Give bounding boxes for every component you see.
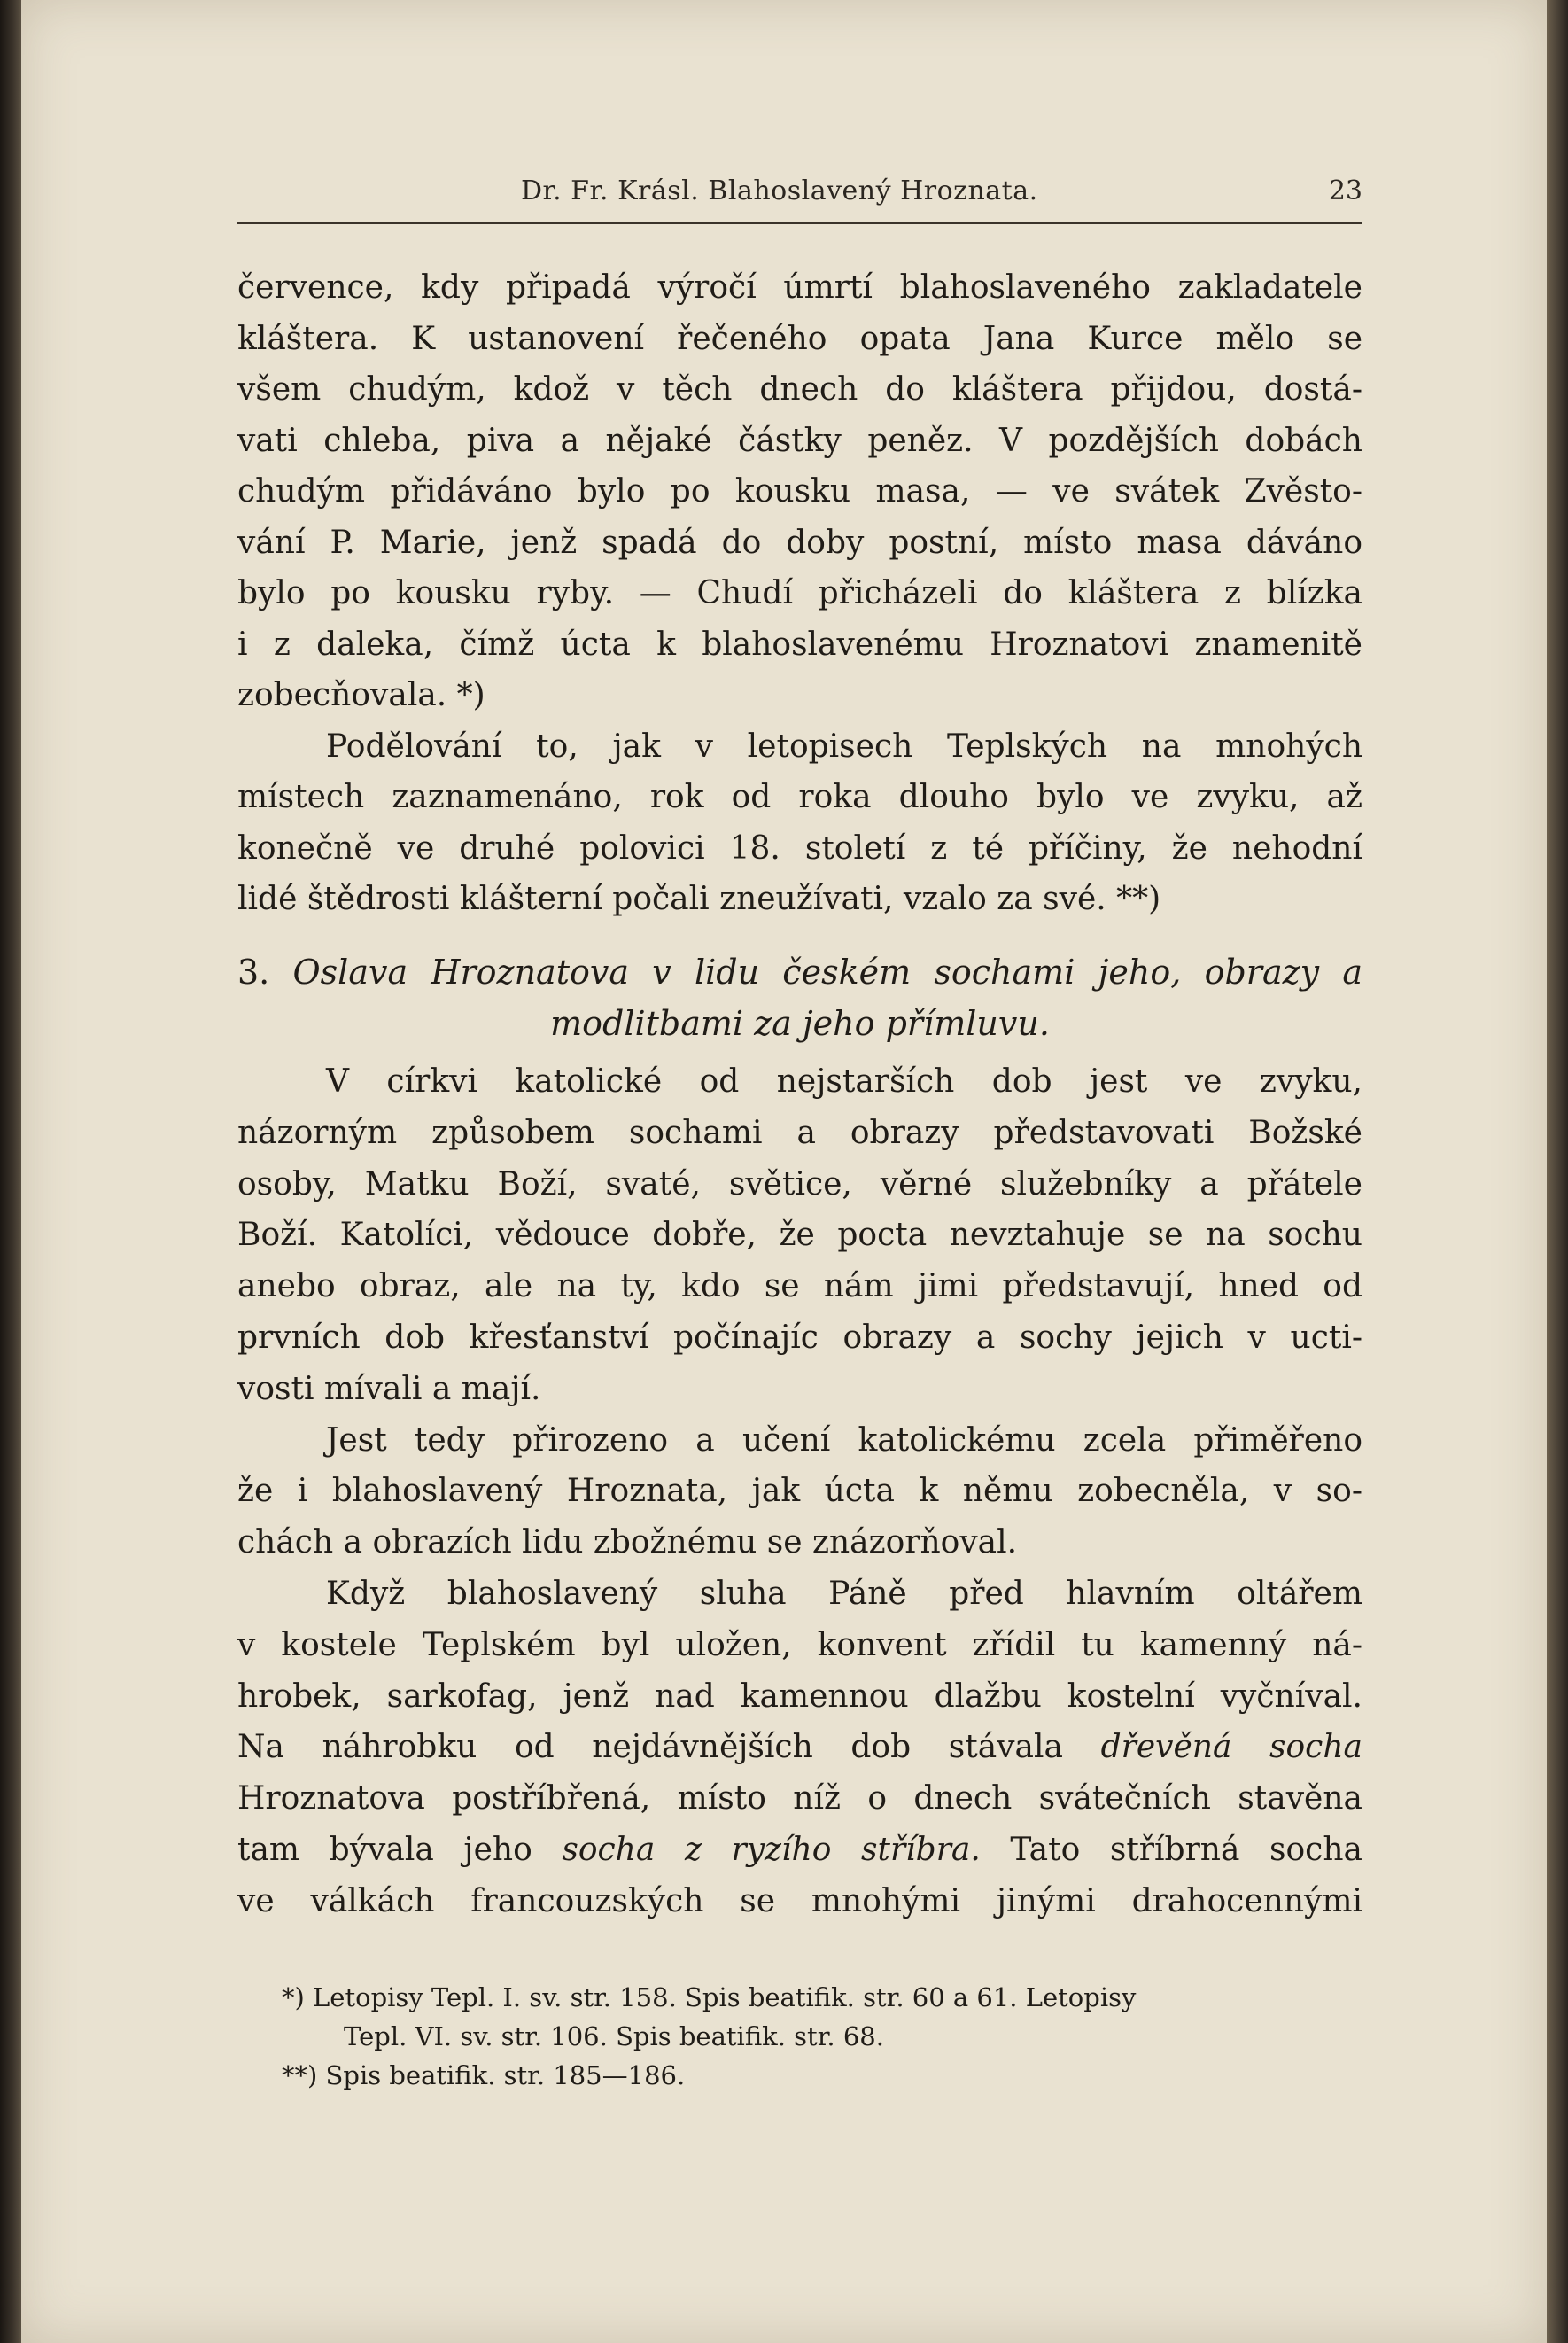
text-line: názorným způsobem sochami a obrazy představovati Božské xyxy=(237,1114,1362,1151)
text-fragment: tam bývala jeho xyxy=(237,1831,563,1868)
text-line: Boží. Katolíci, vědouce dobře, že pocta nevztahuje se na sochu xyxy=(237,1217,1362,1254)
text-line: Podělování to, jak v letopisech Teplských na mnohých xyxy=(326,728,1362,765)
section-heading-line2: modlitbami za jeho přímluvu. xyxy=(550,1004,1050,1043)
text-line xyxy=(237,1722,1362,1773)
text-line: v kostele Teplském byl uložen, konvent zřídil tu kamenný ná- xyxy=(237,1626,1362,1663)
running-head: Dr. Fr. Krásl. Blahoslavený Hroznata. xyxy=(521,175,1038,206)
text-line: chudým přidáváno bylo po kousku masa, — ve svátek Zvěsto- xyxy=(237,473,1362,510)
footnote-2: **) Spis beatifik. str. 185—186. xyxy=(282,2060,686,2090)
text-line: vání P. Marie, jenž spadá do doby postní, místo masa dáváno xyxy=(237,524,1362,561)
italic-fragment: socha z ryzího stříbra. xyxy=(562,1831,981,1868)
text-line: lidé štědrosti klášterní počali zneužívati, vzalo za své. **) xyxy=(237,881,1161,917)
section-heading xyxy=(237,946,1362,1049)
text-line: ve válkách francouzských se mnohými jinými drahocennými xyxy=(237,1882,1362,1919)
text-line: vati chleba, piva a nějaké částky peněz. V pozdějších dobách xyxy=(237,422,1362,459)
page-number: 23 xyxy=(1328,175,1362,206)
text-line xyxy=(237,1825,1362,1876)
header-rule xyxy=(237,222,1362,224)
text-line: všem chudým, kdož v těch dnech do kláštera přijdou, dostá- xyxy=(237,371,1362,408)
text-line: konečně ve druhé polovici 18. století z té příčiny, že nehodní xyxy=(237,829,1362,867)
page-edge xyxy=(1547,0,1568,2343)
book-spine xyxy=(0,0,21,2343)
text-line: Hroznatova postříbřená, místo níž o dnech svátečních stavěna xyxy=(237,1780,1362,1818)
section-heading-line1 xyxy=(237,946,1362,998)
text-line: prvních dob křesťanství počínajíc obrazy a sochy jejich v ucti- xyxy=(237,1319,1362,1356)
text-line: že i blahoslavený Hroznata, jak úcta k němu zobecněla, v so- xyxy=(237,1473,1362,1510)
text-line: i z daleka, čímž úcta k blahoslavenému Hroznatovi znamenitě xyxy=(237,626,1362,663)
footnote-1: *) Letopisy Tepl. I. sv. str. 158. Spis beatifik. str. 60 a 61. Letopisy xyxy=(282,1982,1137,2012)
text-line: kláštera. K ustanovení řečeného opata Jana Kurce mělo se xyxy=(237,320,1362,357)
text-line: vosti mívali a mají. xyxy=(237,1370,541,1407)
text-line: místech zaznamenáno, rok od roka dlouho bylo ve zvyku, až xyxy=(237,779,1362,815)
text-line: zobecňovala. *) xyxy=(237,677,485,713)
section-title-part1: Oslava Hroznatova v lidu českém sochami jeho, obrazy a xyxy=(292,953,1362,992)
text-line: anebo obraz, ale na ty, kdo se nám jimi představují, hned od xyxy=(237,1268,1362,1305)
footnote-1-continued: Tepl. VI. sv. str. 106. Spis beatifik. str. 68. xyxy=(344,2021,884,2051)
text-line: V církvi katolické od nejstarších dob jest ve zvyku, xyxy=(326,1063,1362,1100)
page-header xyxy=(237,175,1362,216)
text-line: července, kdy připadá výročí úmrtí blahoslaveného zakladatele xyxy=(237,269,1362,306)
body-text-bottom xyxy=(237,1056,1362,1927)
text-line: Když blahoslavený sluha Páně před hlavním oltářem xyxy=(326,1575,1362,1612)
text-line: chách a obrazích lidu zbožnému se znázorňoval. xyxy=(237,1524,1018,1561)
body-text-top xyxy=(237,262,1362,925)
text-line: osoby, Matku Boží, svaté, světice, věrné služebníky a přátele xyxy=(237,1165,1362,1203)
text-fragment: Na náhrobku od nejdávnějších dob stávala xyxy=(237,1729,1101,1766)
text-fragment: Tato stříbrná socha xyxy=(980,1831,1362,1868)
italic-fragment: dřevěná socha xyxy=(1100,1729,1362,1766)
text-line: bylo po kousku ryby. — Chudí přicházeli do kláštera z blízka xyxy=(237,575,1362,611)
footnotes xyxy=(282,1978,1362,2095)
section-number: 3. xyxy=(237,953,270,992)
text-line: hrobek, sarkofag, jenž nad kamennou dlažbu kostelní vyčníval. xyxy=(237,1677,1362,1715)
text-line: Jest tedy přirozeno a učení katolickému zcela přiměřeno xyxy=(326,1421,1362,1459)
